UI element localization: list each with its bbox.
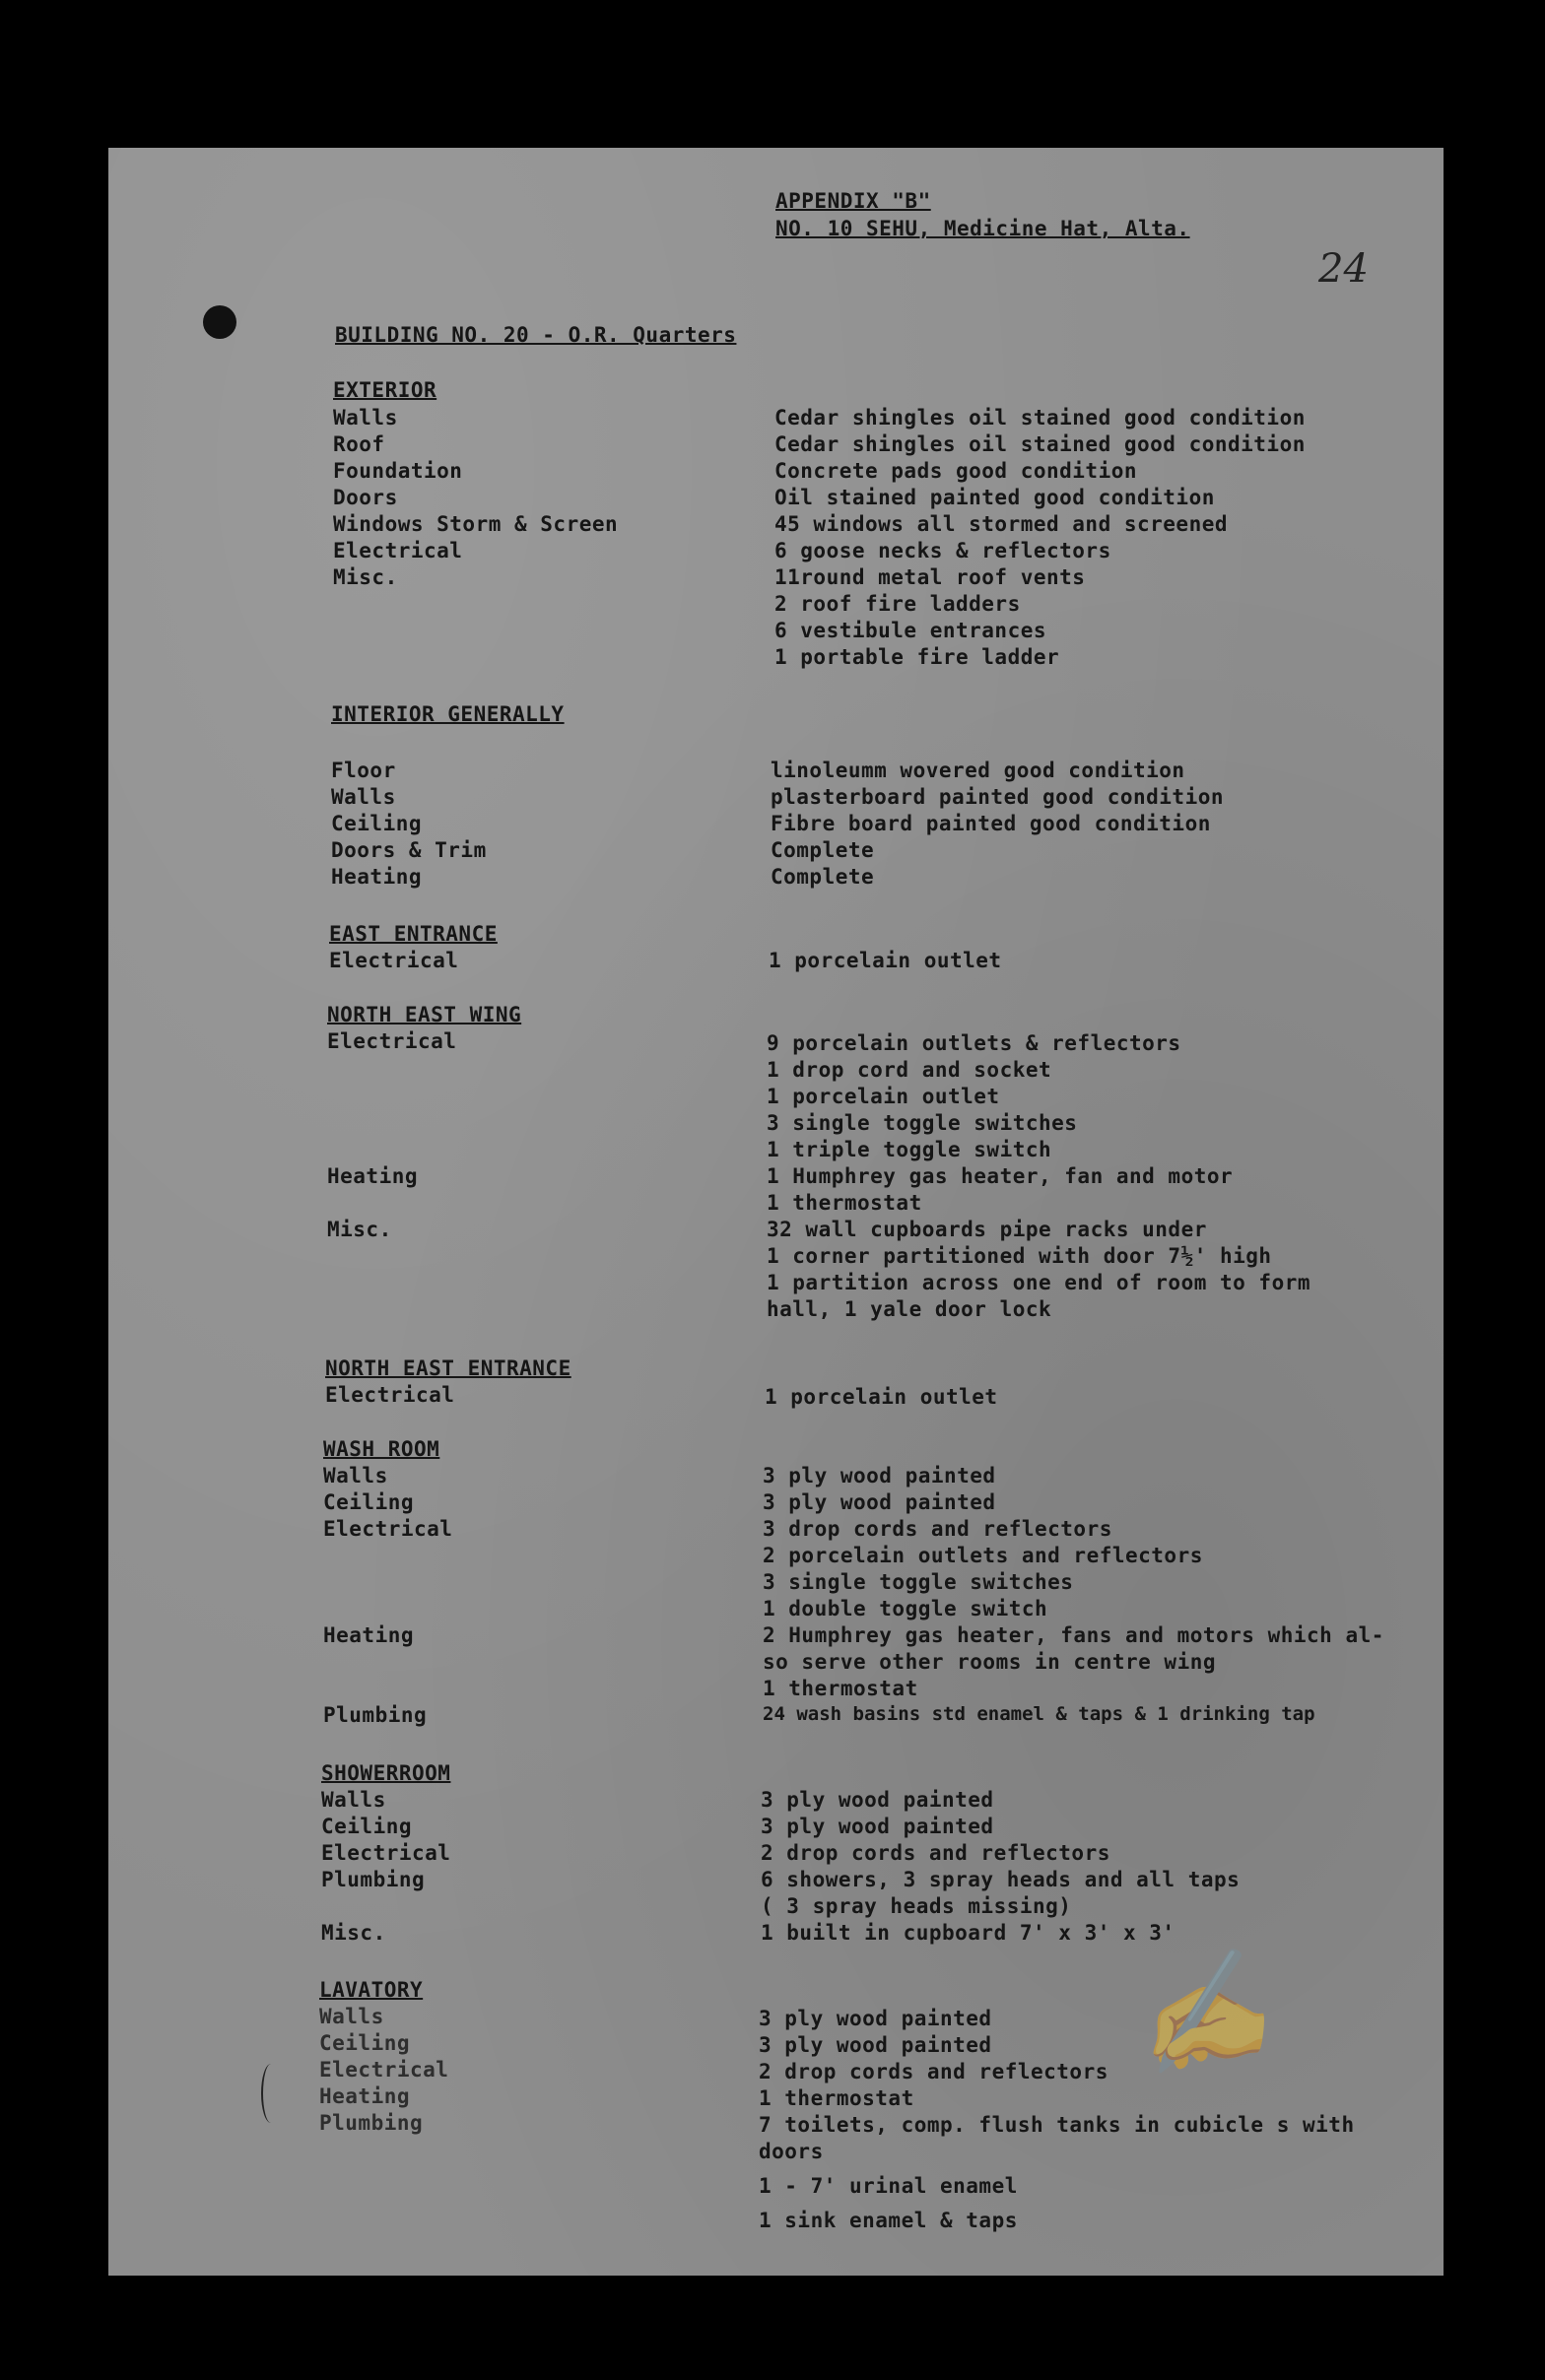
item-label: Electrical (329, 949, 459, 972)
item-value: 3 ply wood painted (759, 2007, 992, 2030)
item-label: Doors (333, 486, 398, 509)
item-label: Heating (323, 1623, 415, 1647)
item-value: 1 triple toggle switch (767, 1138, 1052, 1161)
item-value: 1 thermostat (759, 2086, 914, 2110)
item-label: Roof (333, 432, 385, 456)
item-label: Plumbing (319, 2111, 424, 2135)
item-value: hall, 1 yale door lock (767, 1297, 1052, 1321)
unit-location: NO. 10 SEHU, Medicine Hat, Alta. (775, 217, 1190, 240)
item-label: Ceiling (331, 812, 423, 835)
item-value: ( 3 spray heads missing) (761, 1894, 1072, 1918)
item-value: 3 single toggle switches (763, 1570, 1074, 1594)
item-label: Electrical (327, 1029, 457, 1053)
item-value: Complete (771, 865, 875, 889)
item-value: 1 sink enamel & taps (759, 2209, 1018, 2232)
item-value: 24 wash basins std enamel & taps & 1 drinking tap (763, 1703, 1315, 1725)
item-value: 1 partition across one end of room to form (767, 1271, 1311, 1294)
item-value: 3 ply wood painted (763, 1490, 996, 1514)
item-label: Electrical (325, 1383, 455, 1407)
item-value: 6 goose necks & reflectors (774, 539, 1111, 562)
item-value: 1 drop cord and socket (767, 1058, 1052, 1082)
item-value: 3 ply wood painted (759, 2033, 992, 2057)
item-label: Ceiling (323, 1490, 415, 1514)
item-value: 11round metal roof vents (774, 565, 1086, 589)
item-value: 1 - 7' urinal enamel (759, 2174, 1018, 2198)
item-value: 1 porcelain outlet (769, 949, 1002, 972)
section-heading-north-east-wing: NORTH EAST WING (327, 1003, 522, 1026)
item-value: 3 ply wood painted (761, 1815, 994, 1838)
item-label: Heating (331, 865, 423, 889)
item-value: Cedar shingles oil stained good condition (774, 432, 1306, 456)
item-value: Fibre board painted good condition (771, 812, 1211, 835)
item-label: Doors & Trim (331, 838, 487, 862)
item-value: 1 thermostat (763, 1677, 918, 1700)
item-value: 32 wall cupboards pipe racks under (767, 1218, 1207, 1241)
item-label: Misc. (327, 1218, 392, 1241)
item-value: Complete (771, 838, 875, 862)
item-label: Walls (321, 1788, 386, 1812)
item-label: Windows Storm & Screen (333, 512, 619, 536)
item-value: 3 ply wood painted (761, 1788, 994, 1812)
section-heading-east-entrance: EAST ENTRANCE (329, 922, 498, 946)
item-value: 6 showers, 3 spray heads and all taps (761, 1868, 1241, 1891)
item-value: 2 drop cords and reflectors (761, 1841, 1110, 1865)
item-value: doors (759, 2140, 824, 2163)
item-label: Floor (331, 759, 396, 782)
item-label: Misc. (333, 565, 398, 589)
item-value: 3 single toggle switches (767, 1111, 1078, 1135)
item-label: Foundation (333, 459, 463, 483)
item-label: Walls (331, 785, 396, 809)
item-value: so serve other rooms in centre wing (763, 1650, 1217, 1674)
item-label: Ceiling (319, 2031, 411, 2055)
item-label: Electrical (319, 2058, 449, 2082)
item-value: 1 porcelain outlet (767, 1085, 1000, 1108)
item-label: Walls (323, 1464, 388, 1488)
section-heading-exterior: EXTERIOR (333, 378, 437, 402)
item-value: Oil stained painted good condition (774, 486, 1215, 509)
handwritten-initials: ✍ (1121, 1938, 1280, 2089)
section-heading-north-east-entrance: NORTH EAST ENTRANCE (325, 1356, 571, 1380)
item-value: 3 ply wood painted (763, 1464, 996, 1488)
item-label: Electrical (321, 1841, 451, 1865)
item-label: Plumbing (323, 1703, 428, 1727)
section-heading-showerroom: SHOWERROOM (321, 1761, 451, 1785)
item-value: 1 double toggle switch (763, 1597, 1048, 1620)
building-heading: BUILDING NO. 20 - O.R. Quarters (335, 323, 737, 347)
item-label: Ceiling (321, 1815, 413, 1838)
item-value: plasterboard painted good condition (771, 785, 1225, 809)
section-heading-lavatory: LAVATORY (319, 1978, 424, 2002)
item-value: linoleumm wovered good condition (771, 759, 1185, 782)
item-value: 6 vestibule entrances (774, 619, 1047, 642)
appendix-title: APPENDIX "B" (775, 189, 931, 213)
section-heading-interior: INTERIOR GENERALLY (331, 702, 565, 726)
item-value: 45 windows all stormed and screened (774, 512, 1229, 536)
item-label: Heating (319, 2084, 411, 2108)
margin-bracket-mark (261, 2064, 281, 2123)
item-value: Concrete pads good condition (774, 459, 1138, 483)
item-value: 7 toilets, comp. flush tanks in cubicle s with (759, 2113, 1355, 2137)
item-value: 2 porcelain outlets and reflectors (763, 1544, 1203, 1567)
item-value: 2 roof fire ladders (774, 592, 1021, 616)
item-value: 9 porcelain outlets & reflectors (767, 1031, 1181, 1055)
item-label: Plumbing (321, 1868, 426, 1891)
item-value: 1 built in cupboard 7' x 3' x 3' (761, 1921, 1176, 1945)
item-value: 3 drop cords and reflectors (763, 1517, 1112, 1541)
item-label: Misc. (321, 1921, 386, 1945)
item-value: Cedar shingles oil stained good condition (774, 406, 1306, 430)
item-label: Electrical (323, 1517, 453, 1541)
document-page (108, 148, 1444, 2276)
item-label: Walls (333, 406, 398, 430)
item-value: 2 Humphrey gas heater, fans and motors which al- (763, 1623, 1384, 1647)
item-value: 1 Humphrey gas heater, fan and motor (767, 1164, 1234, 1188)
item-value: 1 portable fire ladder (774, 645, 1060, 669)
punch-hole (203, 305, 236, 339)
item-value: 1 thermostat (767, 1191, 922, 1215)
section-heading-wash-room: WASH ROOM (323, 1437, 440, 1461)
item-value: 1 corner partitioned with door 7½' high (767, 1244, 1272, 1268)
item-value: 2 drop cords and reflectors (759, 2060, 1108, 2083)
item-label: Walls (319, 2005, 384, 2028)
item-value: 1 porcelain outlet (765, 1385, 998, 1409)
page-number: 24 (1318, 246, 1369, 292)
item-label: Heating (327, 1164, 419, 1188)
item-label: Electrical (333, 539, 463, 562)
